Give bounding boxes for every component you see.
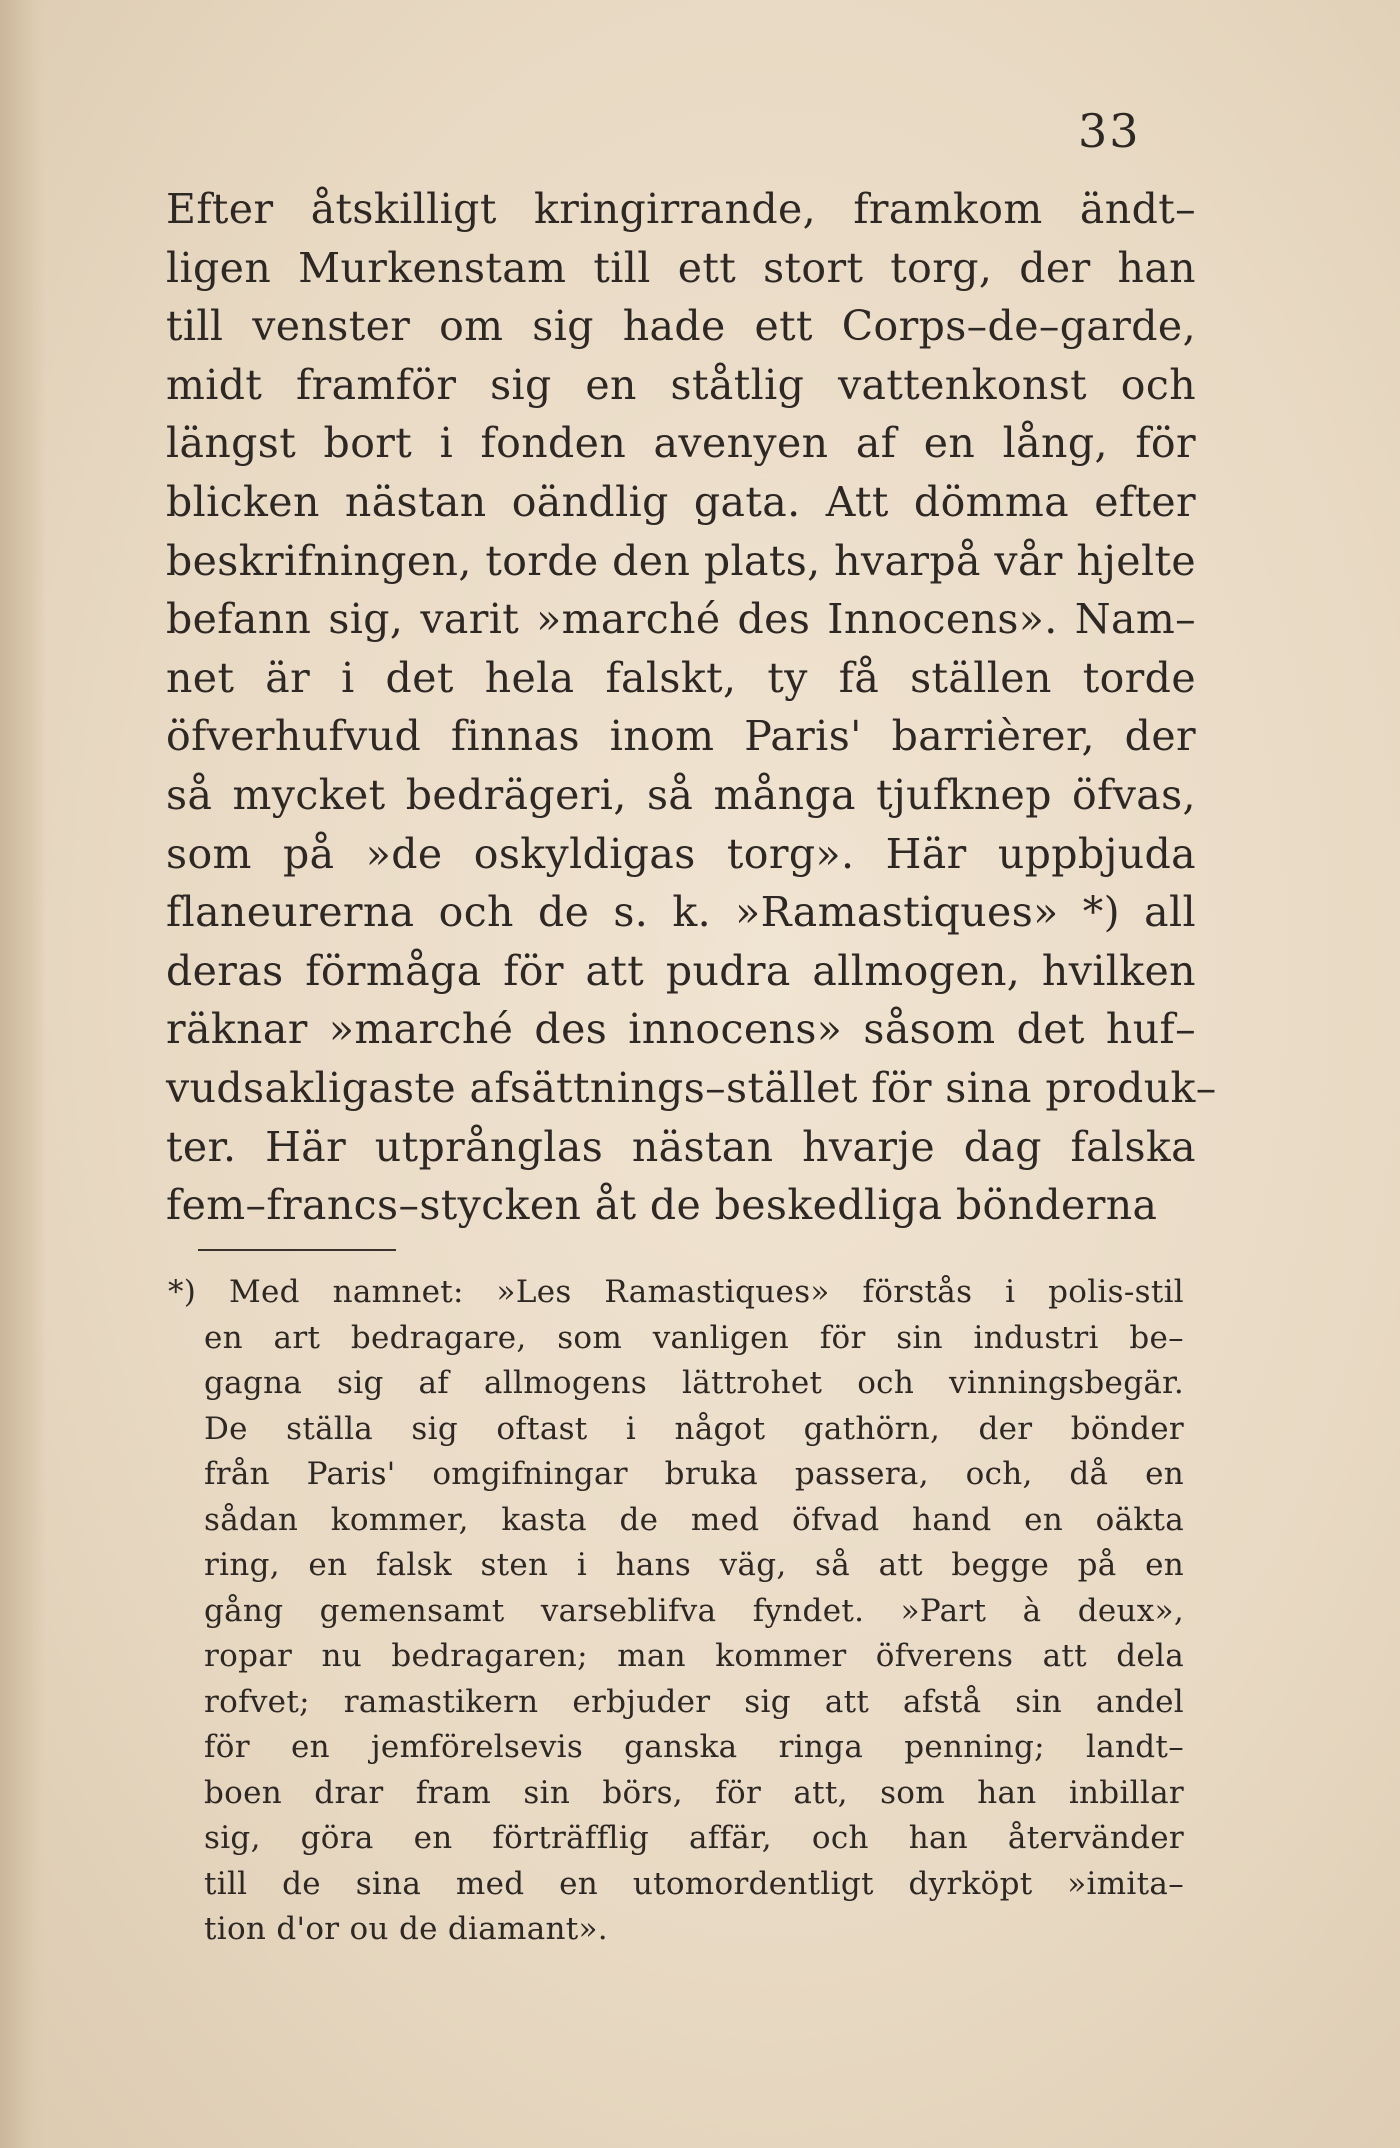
text-line: så mycket bedrägeri, så många tjufknep öfvas, <box>166 770 1196 819</box>
footnote-line: från Paris' omgifningar bruka passera, och, då en <box>204 1456 1184 1492</box>
text-line: längst bort i fonden avenyen af en lång, för <box>166 419 1196 468</box>
footnote-line: ring, en falsk sten i hans väg, så att begge på en <box>204 1547 1184 1583</box>
footnote-line: boen drar fram sin börs, för att, som han inbillar <box>204 1774 1184 1811</box>
footnote-line: en art bedragare, som vanligen för sin industri be– <box>204 1319 1184 1356</box>
text-line: öfverhufvud finnas inom Paris' barrièrer, der <box>166 712 1196 761</box>
footnote <box>168 1270 1184 1953</box>
text-line: deras förmåga för att pudra allmogen, hvilken <box>166 946 1196 995</box>
page-number: 33 <box>1078 104 1141 158</box>
footnote-divider <box>198 1249 396 1251</box>
text-line: midt framför sig en ståtlig vattenkonst och <box>166 360 1196 409</box>
text-line: befann sig, varit »marché des Innocens». Nam– <box>166 595 1196 644</box>
text-line: vudsakligaste afsättnings–stället för sina produk– <box>166 1063 1217 1112</box>
footnote-line: *) Med namnet: »Les Ramastiques» förstås i polis-stil <box>168 1274 1184 1310</box>
footnote-line: gagna sig af allmogens lättrohet och vinningsbegär. <box>204 1365 1184 1401</box>
footnote-line: sig, göra en förträfflig affär, och han återvänder <box>204 1820 1184 1856</box>
footnote-line: tion d'or ou de diamant». <box>204 1911 608 1947</box>
text-line: som på »de oskyldigas torg». Här uppbjuda <box>166 829 1196 878</box>
footnote-line: gång gemensamt varseblifva fyndet. »Part à deux», <box>204 1592 1184 1629</box>
page-gutter-shadow <box>0 0 46 2148</box>
footnote-line: till de sina med en utomordentligt dyrköpt »imita– <box>204 1865 1184 1902</box>
text-line: beskrifningen, torde den plats, hvarpå vår hjelte <box>166 536 1196 585</box>
footnote-line: ropar nu bedragaren; man kommer öfverens att dela <box>204 1638 1184 1674</box>
footnote-line: De ställa sig oftast i något gathörn, der bönder <box>204 1410 1184 1447</box>
text-line: fem–francs–stycken åt de beskedliga bönderna <box>166 1181 1158 1230</box>
text-line: blicken nästan oändlig gata. Att dömma efter <box>166 477 1196 526</box>
text-line: net är i det hela falskt, ty få ställen torde <box>166 653 1196 702</box>
text-line: Efter åtskilligt kringirrande, framkom ändt– <box>166 185 1196 233</box>
footnote-line: sådan kommer, kasta de med öfvad hand en oäkta <box>204 1501 1184 1538</box>
text-line: ter. Här utprånglas nästan hvarje dag falska <box>166 1122 1196 1171</box>
footnote-line: för en jemförelsevis ganska ringa penning; landt– <box>204 1729 1184 1765</box>
text-line: till venster om sig hade ett Corps–de–garde, <box>166 302 1196 351</box>
text-line: räknar »marché des innocens» såsom det huf– <box>166 1005 1196 1054</box>
text-line: flaneurerna och de s. k. »Ramastiques» *) all <box>166 888 1196 937</box>
footnote-line: rofvet; ramastikern erbjuder sig att afstå sin andel <box>204 1683 1184 1720</box>
main-text <box>166 180 1217 1235</box>
text-line: ligen Murkenstam till ett stort torg, der han <box>166 243 1196 292</box>
